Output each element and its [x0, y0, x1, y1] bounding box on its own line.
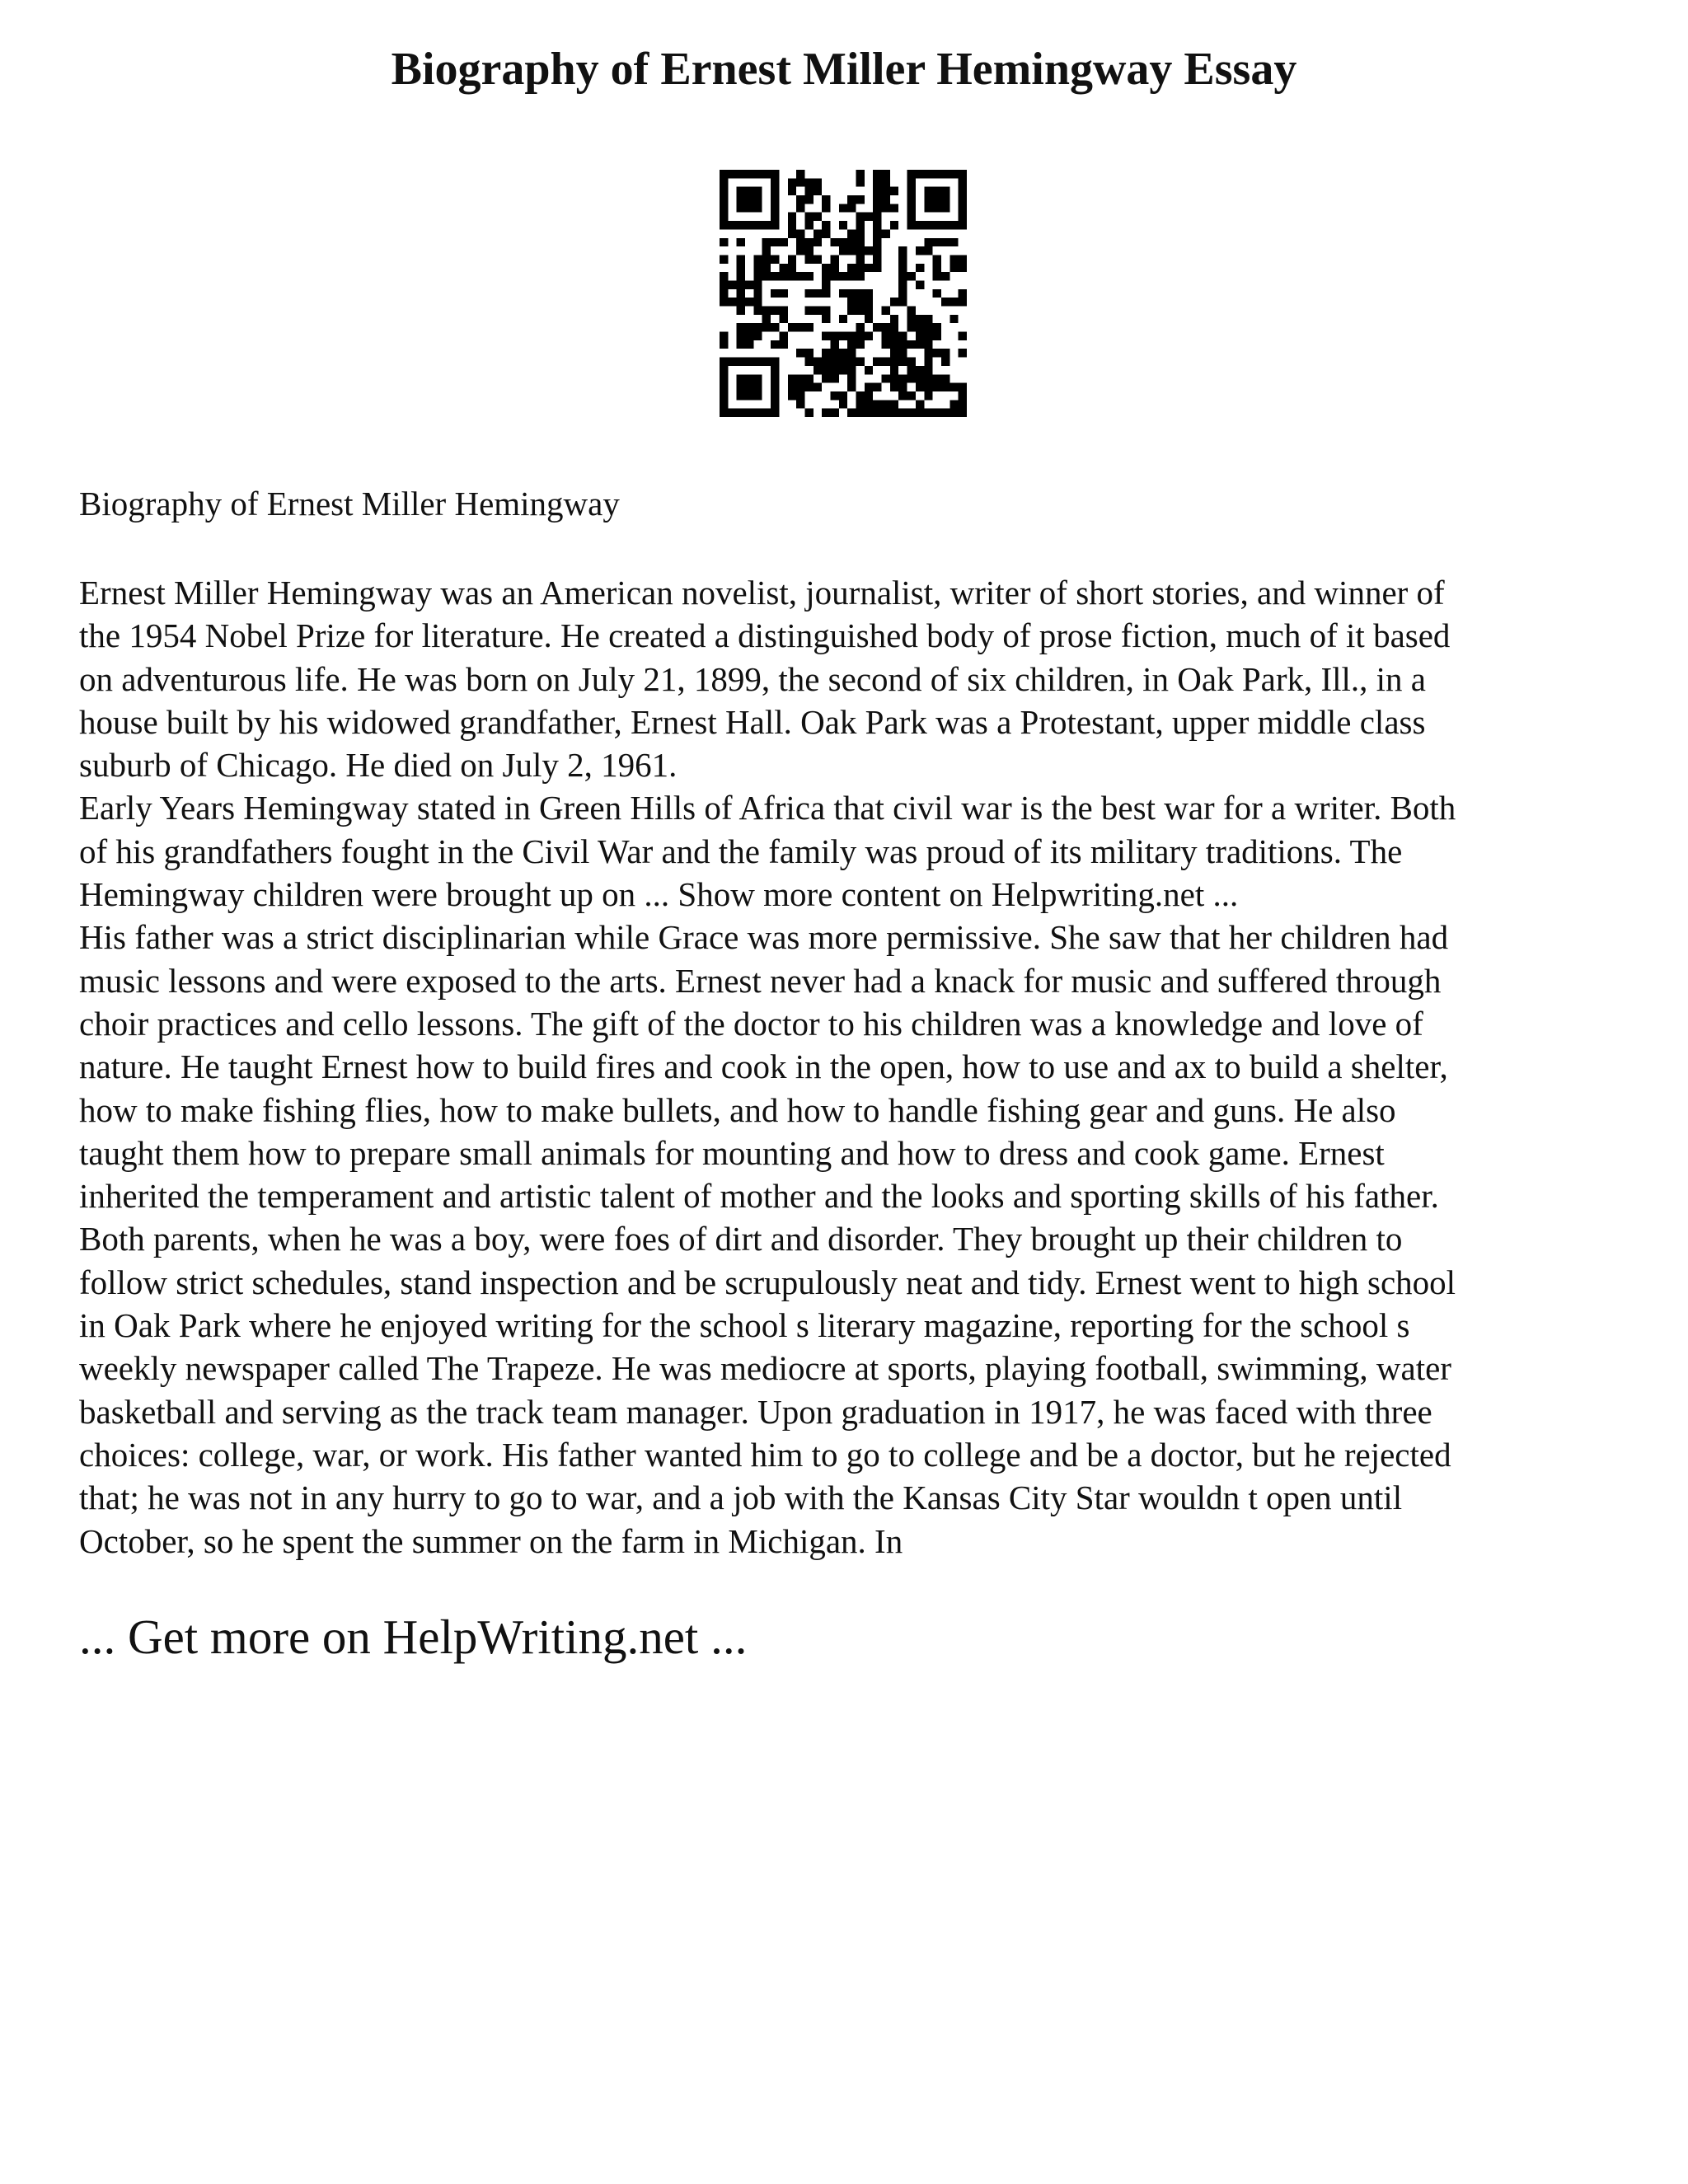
text-line: weekly newspaper called The Trapeze. He was mediocre at sports, playing football, swimming, water [79, 1349, 1451, 1388]
page-title: Biography of Ernest Miller Hemingway Essay [391, 44, 1297, 95]
text-line: basketball and serving as the track team manager. Upon graduation in 1917, he was faced with three [79, 1392, 1432, 1431]
text-line: how to make fishing flies, how to make bullets, and how to handle fishing gear and guns. He also [79, 1090, 1396, 1129]
text-line: choices: college, war, or work. His father wanted him to go to college and be a doctor, but he rejected [79, 1435, 1451, 1474]
text-line: Ernest Miller Hemingway was an American novelist, journalist, writer of short stories, and winner of [79, 574, 1445, 612]
text-line: Hemingway children were brought up on ... Show more content on Helpwriting.net ... [79, 875, 1239, 914]
paragraph-father [79, 916, 1620, 1562]
paragraph-early-years [79, 786, 1620, 916]
text-line: Both parents, when he was a boy, were foes of dirt and disorder. They brought up their children to [79, 1220, 1403, 1258]
text-line: on adventurous life. He was born on July 21, 1899, the second of six children, in Oak Park, Ill., in a [79, 659, 1426, 698]
text-line: nature. He taught Ernest how to build fires and cook in the open, how to use and ax to build a shelter, [79, 1047, 1448, 1086]
text-line: in Oak Park where he enjoyed writing for the school s literary magazine, reporting for the school s [79, 1306, 1410, 1345]
text-line: suburb of Chicago. He died on July 2, 1961. [79, 746, 678, 785]
text-line: house built by his widowed grandfather, Ernest Hall. Oak Park was a Protestant, upper middle class [79, 702, 1426, 741]
paragraph-intro [79, 571, 1620, 786]
text-line: inherited the temperament and artistic talent of mother and the looks and sporting skills of his father. [79, 1177, 1439, 1216]
text-line: music lessons and were exposed to the arts. Ernest never had a knack for music and suffered through [79, 961, 1442, 1000]
text-line: October, so he spent the summer on the farm in Michigan. In [79, 1521, 903, 1560]
essay-subheading: Biography of Ernest Miller Hemingway [79, 485, 620, 523]
text-line: choir practices and cello lessons. The gift of the doctor to his children was a knowledge and love of [79, 1004, 1423, 1043]
text-line: follow strict schedules, stand inspection and be scrupulously neat and tidy. Ernest went to high school [79, 1263, 1456, 1301]
get-more-link[interactable]: ... Get more on HelpWriting.net ... [79, 1610, 748, 1664]
text-line: the 1954 Nobel Prize for literature. He created a distinguished body of prose fiction, much of it based [79, 616, 1451, 655]
qr-code-graphic [720, 170, 967, 417]
text-line: that; he was not in any hurry to go to war, and a job with the Kansas City Star wouldn t open until [79, 1479, 1403, 1517]
text-line: taught them how to prepare small animals for mounting and how to dress and cook game. Ernest [79, 1133, 1385, 1172]
text-line: His father was a strict disciplinarian while Grace was more permissive. She saw that her children had [79, 918, 1449, 957]
text-line: of his grandfathers fought in the Civil War and the family was proud of its military traditions. The [79, 832, 1403, 870]
essay-body [79, 571, 1620, 1563]
text-line: Early Years Hemingway stated in Green Hills of Africa that civil war is the best war for a writer. Both [79, 789, 1456, 827]
qr-code-icon [720, 170, 967, 417]
